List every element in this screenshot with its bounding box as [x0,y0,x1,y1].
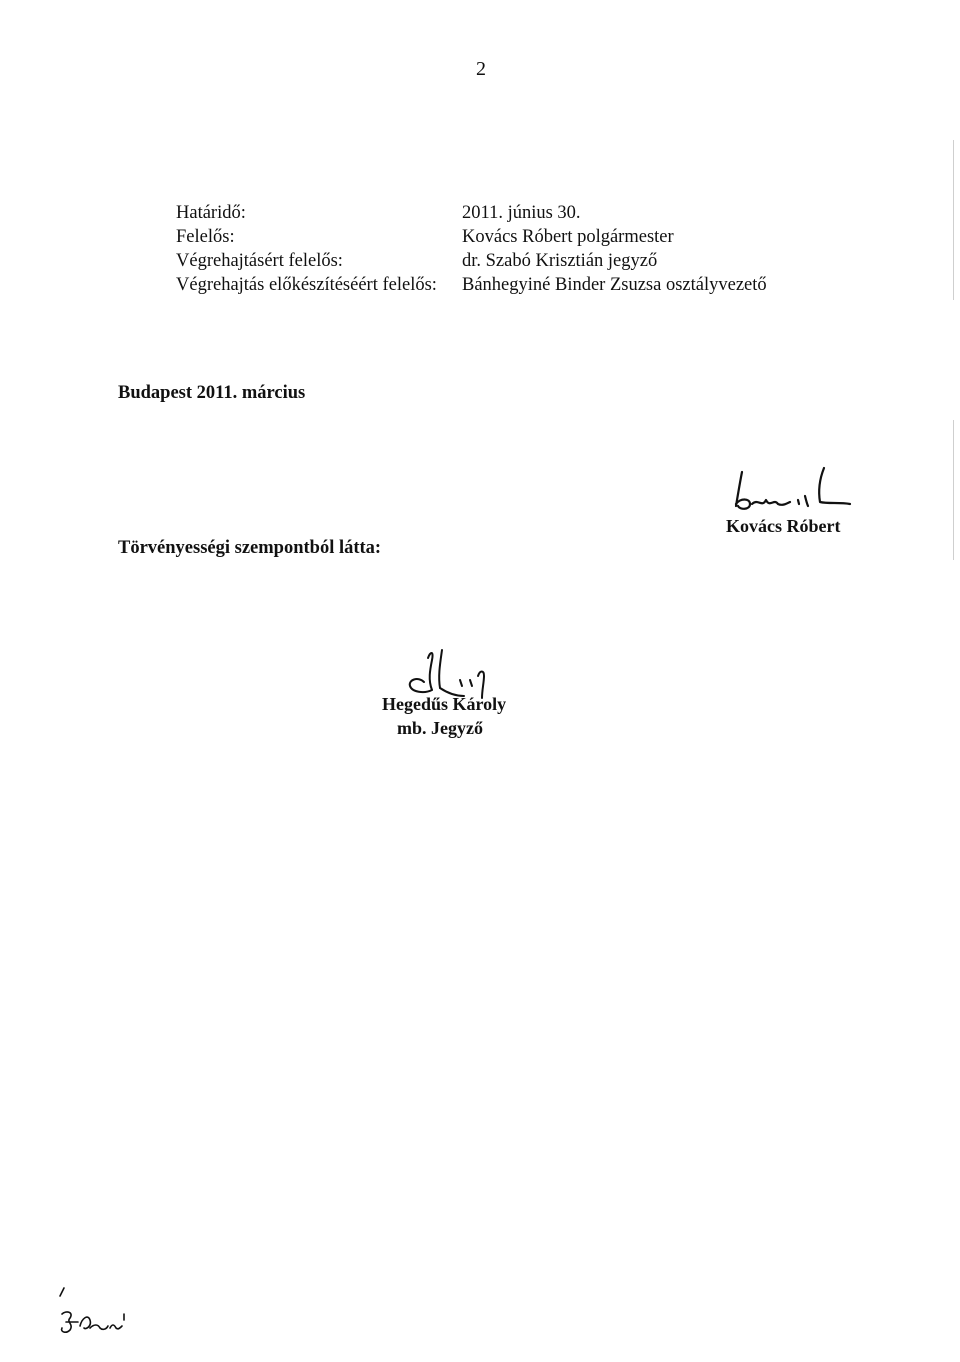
execution-responsible-value: dr. Szabó Krisztián jegyző [462,251,658,271]
preparation-responsible-value: Bánhegyiné Binder Zsuzsa osztályvezető [462,275,767,295]
place-date: Budapest 2011. március [118,383,306,403]
responsible-value: Kovács Róbert polgármester [462,227,674,247]
notary-title: mb. Jegyző [397,718,483,738]
mayor-signature [728,464,858,520]
deadline-label: Határidő: [176,203,246,223]
deadline-value: 2011. június 30. [462,203,581,223]
notary-name: Hegedűs Károly [382,694,507,714]
page-number: 2 [476,58,486,80]
legality-label: Törvényességi szempontból látta: [118,538,382,558]
responsible-label: Felelős: [176,227,235,247]
mayor-name: Kovács Róbert [726,516,841,536]
initials-signature [56,1284,132,1340]
scan-edge-mark [953,140,954,300]
execution-responsible-label: Végrehajtásért felelős: [176,251,343,271]
preparation-responsible-label: Végrehajtás előkészítéséért felelős: [176,275,437,295]
scan-edge-mark [953,420,954,560]
